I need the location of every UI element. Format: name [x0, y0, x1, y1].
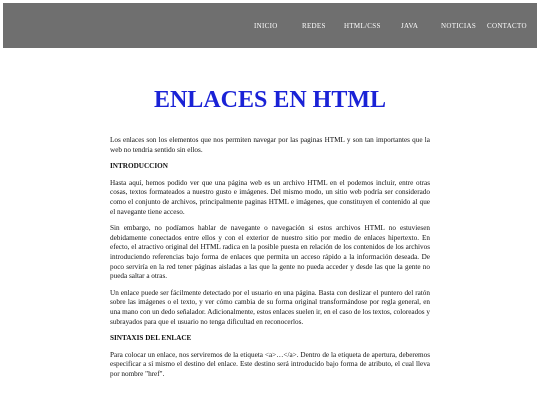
- paragraph-2: Sin embargo, no podíamos hablar de navegante o navegación si estos archivos HTML no estuviesen debidamente conectados entre ellos y con el exterior de nuestro sitio por medio de enlaces hipertexto. En efecto, el atractivo original del HTML radica en la posible puesta en relación de los contenidos de los archivos introduciendo referencias bajo forma de enlaces que permita un acceso rápido a la información deseada. De poco serviría en la red tener páginas aisladas a las que la gente no pueda acceder y desde las que la gente no pueda saltar a otras.: [110, 224, 430, 281]
- page-title: ENLACES EN HTML: [153, 87, 387, 113]
- paragraph-3: Un enlace puede ser fácilmente detectado por el usuario en una página. Basta con deslizar el puntero del ratón sobre las imágenes o el texto, y ver cómo cambia de su forma original transformándose por regla general, en una mano con un dedo señalador. Adicionalmente, estos enlaces suelen ir, en el caso de los textos, coloreados y subrayados para que el usuario no tenga dificultad en reconocerlos.: [110, 288, 430, 326]
- nav-item-inicio[interactable]: INICIO: [254, 22, 278, 30]
- article-content: [110, 136, 430, 386]
- nav-item-noticias[interactable]: NOTICIAS: [441, 22, 477, 30]
- section-heading-introduccion: INTRODUCCION: [110, 162, 168, 171]
- nav-item-contacto[interactable]: CONTACTO: [487, 22, 527, 30]
- section-heading-sintaxis: SINTAXIS DEL ENLACE: [110, 334, 192, 343]
- paragraph-1: Hasta aquí, hemos podido ver que una página web es un archivo HTML en el podemos incluir, entre otras cosas, textos formateados a nuestro gusto e imágenes. Del mismo modo, un sitio web podría ser considerado como el conjunto de archivos, principalmente paginas HTML e imágenes, que constituyen el contenido al que el navegante tiene acceso.: [110, 178, 430, 216]
- intro-paragraph: Los enlaces son los elementos que nos permiten navegar por las paginas HTML y son tan importantes que la web no tendria sentido sin ellos.: [110, 136, 430, 154]
- nav-item-html-css[interactable]: HTML/CSS: [344, 22, 381, 30]
- nav-item-redes[interactable]: REDES: [302, 22, 326, 30]
- nav-item-java[interactable]: JAVA: [401, 22, 419, 30]
- top-navigation-bar: [3, 3, 537, 48]
- paragraph-4: Para colocar un enlace, nos serviremos de la etiqueta <a>…</a>. Dentro de la etiqueta de apertura, deberemos especificar a sí mismo el destino del enlace. Este destino será introducido bajo forma de atributo, el cual lleva por nombre "href".: [110, 350, 430, 378]
